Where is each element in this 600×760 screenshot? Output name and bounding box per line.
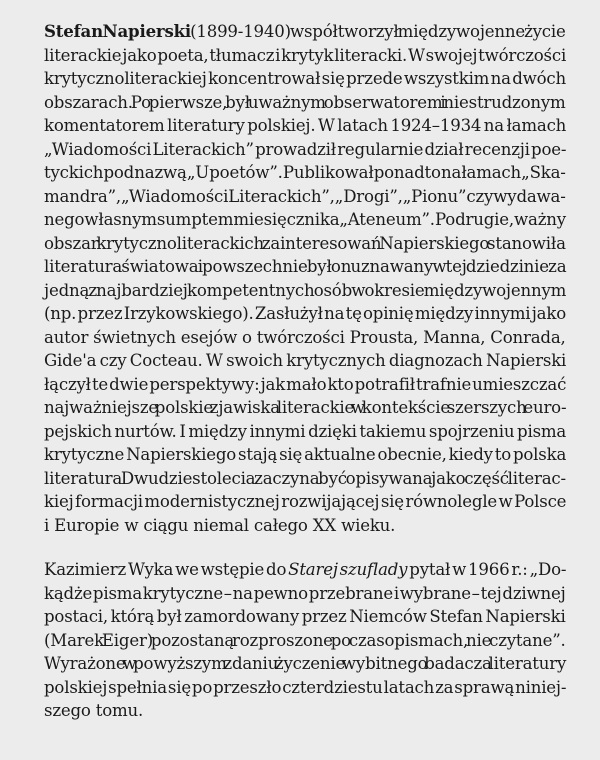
paragraph-2-line-1-pre: Kazimierz Wyka we wstępie do	[44, 560, 289, 579]
paragraph-1-line: nego własnym sumptem miesięcznika„Ateneum”. Po drugie, ważny	[44, 210, 566, 229]
paragraph-1	[44, 20, 566, 537]
paragraph-1-line: tyckich pod nazwą „U poetów”. Publikował ponadto na łamach „Ska-	[44, 163, 566, 182]
paragraph-1-line: literatura światowa i powszechnie był on uznawany w tej dziedzinie za	[44, 257, 567, 276]
paragraph-2-line-1	[44, 558, 566, 582]
paragraph-2-last-line: szego tomu.	[44, 701, 144, 720]
paragraph-1-line: krytycznoliterackiej koncentrował się przede wszystkim na dwóch	[44, 69, 567, 88]
paragraph-1-line-1-rest: (1899-1940) współtworzył międzywojenne życie	[191, 22, 566, 41]
author-name: Stefan Napierski	[44, 21, 192, 41]
paragraph-1-line: Gide'a czy Cocteau. W swoich krytycznych diagnozach Napierski	[44, 351, 567, 370]
book-title: Starej szuflady	[288, 560, 408, 579]
paragraph-2-line: Wyrażone w powyższym zdaniu życzenie wybitnego badacza literatury	[44, 654, 567, 673]
paragraph-1-line: pejskich nurtów. I między innymi dzięki takiemu spojrzeniu pisma	[44, 421, 567, 441]
paragraph-2-line: kądże pisma krytyczne – na pewno przebrane i wybrane – tej dziwnej	[44, 583, 566, 603]
paragraph-2-line-1-post: pytał w 1966 r.: „Do-	[407, 560, 567, 579]
text-block	[44, 20, 566, 723]
paragraph-2-line: postaci, którą był zamordowany przez Niemców Stefan Napierski	[44, 607, 566, 626]
paragraph-1-line: obszarach. Po pierwsze, był uważnym obserwatorem i niestrudzonym	[44, 92, 566, 112]
paragraph-1-line: mandra”, „Wiadomości Literackich”, „Drogi”, „Pionu” czy wydawa-	[44, 186, 566, 206]
paragraph-1-line: komentatorem literatury polskiej. W latach 1924–1934 na łamach	[44, 116, 567, 135]
paragraph-1-line: literackie jako poeta, tłumacz i krytyk literacki. W swojej twórczości	[44, 45, 567, 65]
paragraph-1-line: kiej formacji modernistycznej rozwijającej się równolegle w Polsce	[44, 492, 567, 511]
paragraph-gap	[44, 537, 566, 558]
paragraph-2	[44, 558, 566, 723]
paragraph-2-line: (Marek Eiger) pozostaną rozproszone po czasopismach, nie czytane”.	[44, 630, 566, 650]
paragraph-2-line: polskiej spełnia się po przeszło czterdziestu latach za sprawą niniej-	[44, 677, 567, 697]
paragraph-1-line: jedną z najbardziej kompetentnych osób w okresie międzywojennym	[44, 280, 567, 300]
paragraph-1-line: krytyczne Napierskiego stają się aktualne obecnie, kiedy to polska	[44, 445, 567, 464]
paragraph-1-line: literatura Dwudziestolecia zaczyna być opisywana jako część literac-	[44, 468, 566, 488]
paragraph-1-line: (np. przez Irzykowskiego). Zasłużył na tę opinię między innymi jako	[44, 304, 566, 323]
paragraph-1-line: „Wiadomości Literackich” prowadził regularnie dział recenzji poe-	[44, 139, 567, 159]
paragraph-1-line: autor świetnych esejów o twórczości Prousta, Manna, Conrada,	[44, 327, 566, 347]
paragraph-1-last-line: i Europie w ciągu niemal całego XX wieku.	[44, 515, 396, 535]
paragraph-1-line-1	[44, 20, 566, 44]
paragraph-1-line: łączył te dwie perspektywy: jak mało kto potrafił trafnie umieszczać	[44, 374, 567, 394]
paragraph-1-line: obszar krytycznoliterackich zainteresowań Napierskiego stanowiła	[44, 233, 566, 253]
paragraph-1-line: najważniejsze polskie zjawiska literackie w kontekście szerszych euro-	[44, 398, 567, 417]
